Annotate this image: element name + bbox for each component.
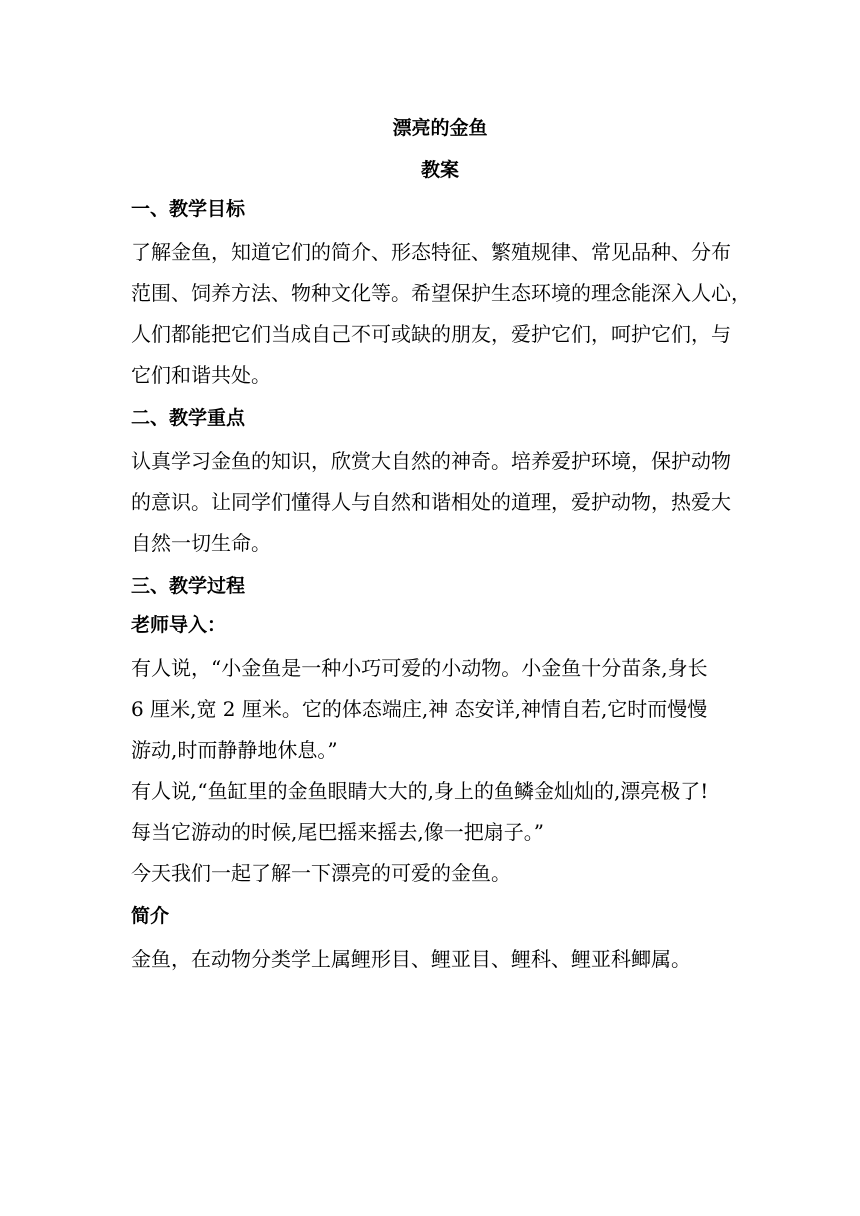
text-line: 自然一切生命。 [131,531,271,555]
text-line: 6 厘米,宽 2 厘米。它的体态端庄,神 态安详,神情自若,它时而慢慢 [131,697,708,721]
summary-paragraph [131,939,731,980]
text-line: 有人说,“鱼缸里的金鱼眼睛大大的,身上的鱼鳞金灿灿的,漂亮极了! [131,779,709,803]
document-subtitle: 教案 [420,159,459,181]
section-body-teaching-focus [131,441,731,564]
section-heading-teaching-goals: 一、教学目标 [131,198,246,220]
section-heading-teaching-process: 三、教学过程 [131,575,246,597]
text-line: 的意识。让同学们懂得人与自然和谐相处的道理，爱护动物，热爱大 [131,490,731,514]
text-line: 范围、饲养方法、物种文化等。希望保护生态环境的理念能深入人心， [131,281,751,305]
text-line: 游动,时而静静地休息。” [131,738,338,762]
quote-paragraph-2 [131,771,731,853]
document-content [131,112,751,980]
quote-paragraph-1 [131,648,731,771]
text-line: 人们都能把它们当成自己不可或缺的朋友，爱护它们，呵护它们，与 [131,322,731,346]
subheading-teacher-intro: 老师导入： [131,614,227,636]
text-line: 有人说，“小金鱼是一种小巧可爱的小动物。小金鱼十分苗条,身长 [131,656,708,680]
text-line: 今天我们一起了解一下漂亮的可爱的金鱼。 [131,861,511,885]
text-line: 认真学习金鱼的知识，欣赏大自然的神奇。培养爱护环境，保护动物 [131,449,731,473]
text-line: 金鱼，在动物分类学上属鲤形目、鲤亚目、鲤科、鲤亚科鲫属。 [131,947,691,971]
text-line: 它们和谐共处。 [131,363,271,387]
section-heading-teaching-focus: 二、教学重点 [131,407,246,429]
text-line: 每当它游动的时候,尾巴摇来摇去,像一把扇子。” [131,820,544,844]
subheading-introduction: 简介 [131,905,170,927]
section-body-teaching-goals [131,232,751,396]
text-line: 了解金鱼，知道它们的简介、形态特征、繁殖规律、常见品种、分布 [131,240,731,264]
document-title: 漂亮的金鱼 [392,117,488,139]
today-paragraph [131,853,731,894]
